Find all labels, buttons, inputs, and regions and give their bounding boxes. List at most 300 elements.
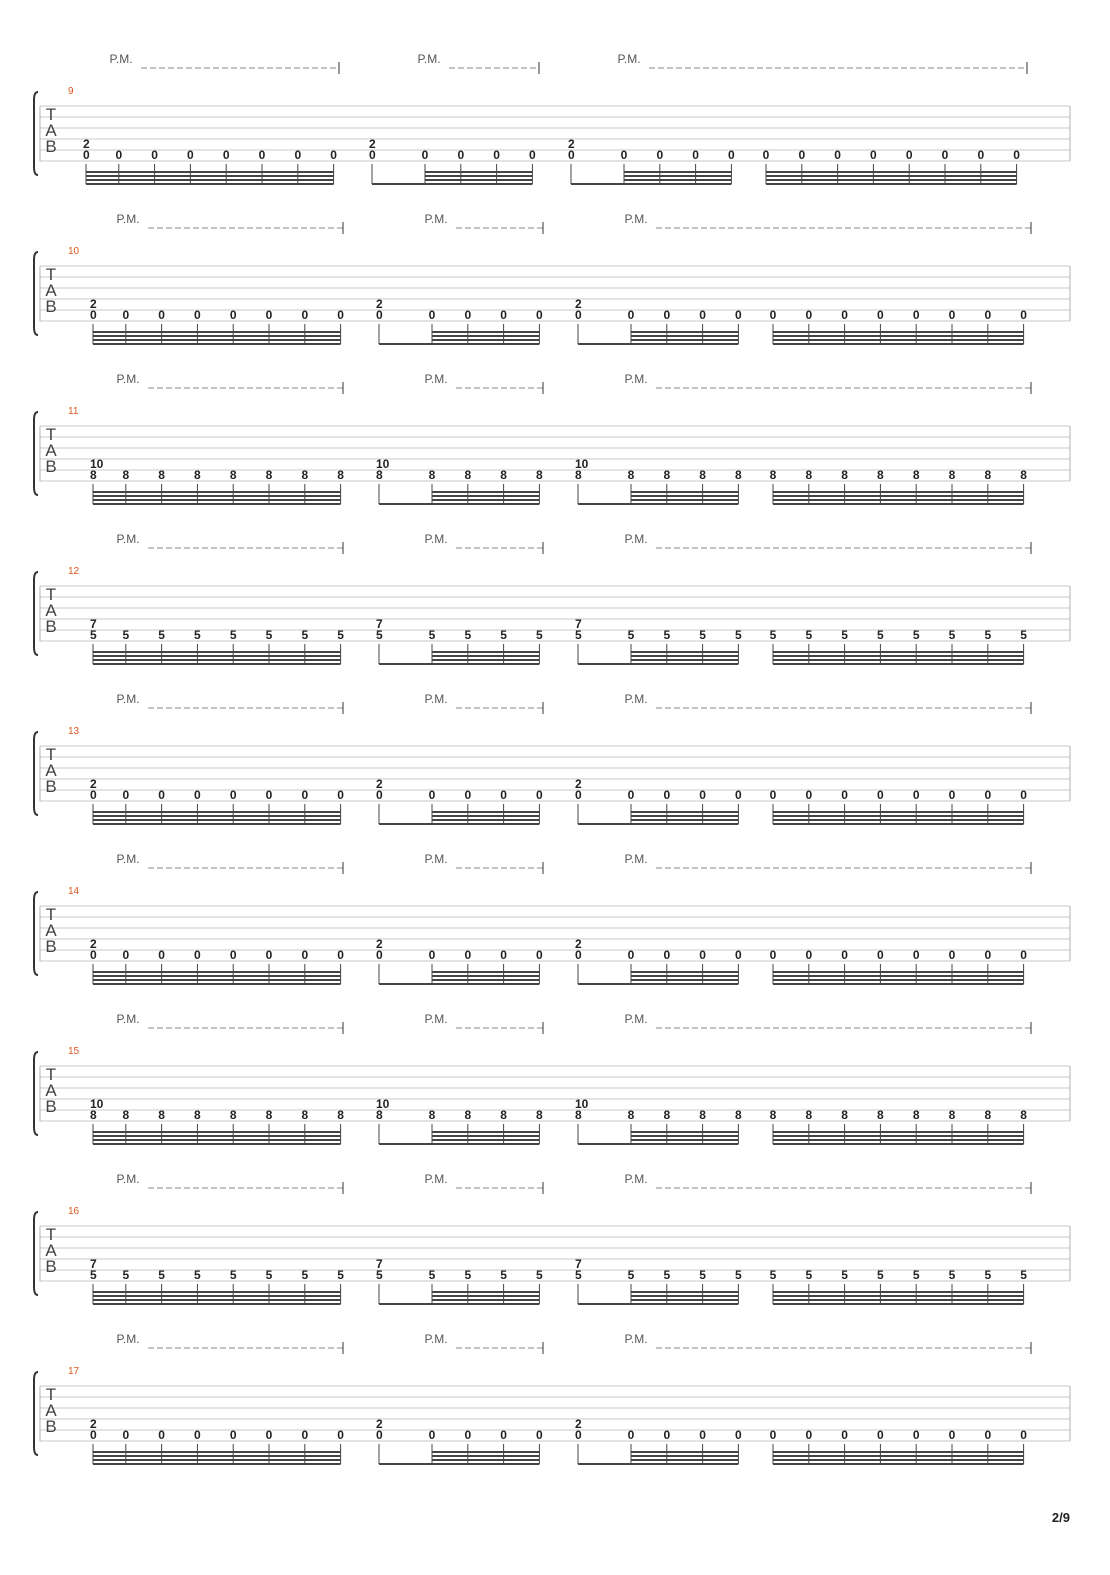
fret-number: 8 [428, 468, 436, 482]
system-bracket [34, 892, 38, 975]
fret-number: 8 [769, 468, 777, 482]
fret-number: 0 [229, 308, 237, 322]
tab-clef-letter: T [45, 1385, 57, 1404]
fret-number: 5 [536, 628, 543, 642]
fret-number: 0 [841, 948, 848, 962]
tab-clef-letter: A [45, 1241, 57, 1260]
fret-number: 0 [301, 788, 309, 802]
fret-number: 0 [798, 148, 806, 162]
fret-number: 8 [735, 468, 742, 482]
fret-number: 0 [122, 788, 130, 802]
fret-number-low: 0 [90, 788, 97, 802]
fret-number: 8 [627, 1108, 635, 1122]
fret-number: 0 [151, 148, 158, 162]
fret-number-low: 0 [575, 788, 582, 802]
fret-number: 8 [122, 1108, 130, 1122]
fret-number: 5 [699, 1268, 706, 1282]
tab-system [34, 52, 1070, 184]
fret-number-low: 8 [90, 1108, 97, 1122]
fret-number: 8 [1020, 1108, 1027, 1122]
fret-number: 0 [769, 308, 777, 322]
fret-number: 0 [187, 148, 194, 162]
fret-number: 5 [464, 1268, 472, 1282]
fret-number-high: 2 [90, 1417, 97, 1431]
fret-number: 8 [265, 468, 273, 482]
page-number: 2/9 [1051, 1510, 1070, 1525]
fret-number: 0 [428, 788, 436, 802]
fret-number: 0 [301, 308, 309, 322]
fret-number-low: 8 [376, 1108, 383, 1122]
fret-number: 0 [805, 1428, 813, 1442]
fret-number: 0 [194, 948, 201, 962]
fret-number: 0 [769, 948, 777, 962]
system-bracket [34, 732, 38, 815]
measure-number: 9 [68, 86, 74, 97]
fret-number: 8 [912, 1108, 920, 1122]
fret-number: 0 [122, 308, 130, 322]
fret-number: 0 [769, 1428, 777, 1442]
fret-number: 8 [337, 468, 344, 482]
fret-number: 5 [1020, 628, 1027, 642]
palm-mute-label: P.M. [624, 1332, 648, 1346]
measure-number: 11 [68, 406, 79, 417]
fret-number: 8 [699, 468, 706, 482]
fret-number-low: 5 [575, 628, 582, 642]
fret-number: 0 [158, 308, 165, 322]
fret-number: 0 [877, 788, 884, 802]
fret-number: 0 [1020, 948, 1027, 962]
fret-number: 0 [699, 788, 706, 802]
fret-number: 0 [500, 1428, 507, 1442]
fret-number: 0 [1020, 1428, 1027, 1442]
fret-number: 8 [194, 468, 201, 482]
fret-number: 5 [735, 628, 742, 642]
palm-mute-label: P.M. [424, 692, 448, 706]
fret-number: 0 [948, 308, 956, 322]
fret-number: 0 [912, 308, 920, 322]
fret-number: 0 [229, 948, 237, 962]
tab-clef-letter: B [45, 1097, 57, 1116]
fret-number: 5 [841, 628, 848, 642]
fret-number: 0 [265, 948, 273, 962]
fret-number: 5 [735, 1268, 742, 1282]
fret-number-high: 10 [90, 1097, 104, 1111]
fret-number-low: 5 [90, 1268, 97, 1282]
measure-number: 14 [68, 886, 80, 897]
fret-number-high: 7 [376, 1257, 383, 1271]
palm-mute-label: P.M. [116, 1332, 140, 1346]
fret-number: 0 [536, 948, 543, 962]
fret-number-low: 0 [575, 308, 582, 322]
fret-number: 0 [337, 788, 344, 802]
fret-number-low: 5 [575, 1268, 582, 1282]
palm-mute-label: P.M. [424, 1012, 448, 1026]
palm-mute-label: P.M. [109, 52, 133, 66]
fret-number-high: 10 [575, 457, 589, 471]
fret-number: 8 [158, 468, 165, 482]
fret-number: 8 [663, 1108, 671, 1122]
fret-number-high: 7 [376, 617, 383, 631]
tab-clef-letter: T [45, 105, 57, 124]
palm-mute-label: P.M. [424, 372, 448, 386]
fret-number: 0 [500, 948, 507, 962]
fret-number: 0 [841, 788, 848, 802]
fret-number: 0 [122, 1428, 130, 1442]
fret-number: 0 [977, 148, 985, 162]
tab-clef-letter: B [45, 1257, 57, 1276]
tab-clef-letter: B [45, 1417, 57, 1436]
measure-number: 13 [68, 726, 80, 737]
fret-number-high: 2 [90, 777, 97, 791]
fret-number-high: 7 [575, 1257, 582, 1271]
fret-number: 8 [122, 468, 130, 482]
palm-mute-label: P.M. [624, 852, 648, 866]
palm-mute-label: P.M. [116, 1172, 140, 1186]
fret-number: 5 [428, 1268, 436, 1282]
fret-number: 5 [627, 1268, 635, 1282]
measure-number: 17 [68, 1366, 80, 1377]
fret-number-low: 0 [376, 948, 383, 962]
fret-number: 5 [984, 1268, 992, 1282]
fret-number: 0 [948, 948, 956, 962]
fret-number: 8 [229, 468, 237, 482]
fret-number-high: 2 [575, 777, 582, 791]
fret-number: 0 [536, 1428, 543, 1442]
fret-number: 8 [536, 1108, 543, 1122]
tab-clef-letter: A [45, 761, 57, 780]
tab-clef-letter: A [45, 281, 57, 300]
fret-number: 8 [1020, 468, 1027, 482]
fret-number: 0 [265, 308, 273, 322]
fret-number: 5 [194, 1268, 201, 1282]
fret-number: 0 [699, 948, 706, 962]
fret-number-low: 0 [90, 308, 97, 322]
fret-number: 8 [627, 468, 635, 482]
fret-number-low: 8 [575, 468, 582, 482]
tab-clef-letter: T [45, 425, 57, 444]
fret-number: 5 [1020, 1268, 1027, 1282]
fret-number: 8 [194, 1108, 201, 1122]
fret-number: 0 [663, 1428, 671, 1442]
fret-number: 0 [229, 1428, 237, 1442]
fret-number: 5 [699, 628, 706, 642]
fret-number: 8 [984, 468, 992, 482]
tab-clef-letter: A [45, 441, 57, 460]
fret-number: 0 [294, 148, 302, 162]
fret-number: 0 [337, 308, 344, 322]
fret-number: 0 [330, 148, 337, 162]
fret-number: 0 [1020, 788, 1027, 802]
fret-number: 0 [912, 788, 920, 802]
palm-mute-label: P.M. [624, 692, 648, 706]
fret-number: 0 [692, 148, 699, 162]
fret-number: 0 [948, 788, 956, 802]
fret-number: 8 [841, 1108, 848, 1122]
tab-system [34, 212, 1070, 344]
fret-number: 0 [158, 788, 165, 802]
palm-mute-label: P.M. [116, 1012, 140, 1026]
system-bracket [34, 412, 38, 495]
fret-number: 0 [984, 1428, 992, 1442]
fret-number: 5 [841, 1268, 848, 1282]
fret-number: 0 [699, 1428, 706, 1442]
fret-number: 8 [769, 1108, 777, 1122]
fret-number: 5 [663, 628, 671, 642]
fret-number: 0 [428, 948, 436, 962]
fret-number: 5 [428, 628, 436, 642]
palm-mute-label: P.M. [424, 532, 448, 546]
measure-number: 12 [68, 566, 80, 577]
fret-number: 5 [229, 1268, 237, 1282]
palm-mute-label: P.M. [424, 212, 448, 226]
palm-mute-label: P.M. [116, 212, 140, 226]
fret-number-low: 0 [575, 948, 582, 962]
fret-number: 0 [464, 1428, 472, 1442]
fret-number: 0 [735, 788, 742, 802]
fret-number: 0 [728, 148, 735, 162]
fret-number: 0 [841, 1428, 848, 1442]
fret-number-low: 5 [90, 628, 97, 642]
fret-number: 5 [500, 1268, 507, 1282]
fret-number: 0 [984, 308, 992, 322]
fret-number: 0 [762, 148, 770, 162]
palm-mute-label: P.M. [624, 532, 648, 546]
fret-number: 5 [769, 1268, 777, 1282]
fret-number: 0 [194, 308, 201, 322]
fret-number: 0 [500, 308, 507, 322]
fret-number: 8 [301, 468, 309, 482]
tab-clef-letter: B [45, 617, 57, 636]
fret-number: 5 [912, 1268, 920, 1282]
fret-number: 8 [699, 1108, 706, 1122]
fret-number-low: 0 [83, 148, 90, 162]
fret-number: 5 [158, 628, 165, 642]
fret-number-high: 2 [575, 1417, 582, 1431]
fret-number: 5 [301, 1268, 309, 1282]
fret-number: 8 [841, 468, 848, 482]
fret-number: 0 [769, 788, 777, 802]
tab-clef-letter: T [45, 745, 57, 764]
fret-number: 5 [265, 1268, 273, 1282]
palm-mute-label: P.M. [624, 372, 648, 386]
palm-mute-label: P.M. [624, 212, 648, 226]
fret-number: 8 [663, 468, 671, 482]
fret-number: 8 [464, 468, 472, 482]
fret-number: 0 [229, 788, 237, 802]
tab-system [34, 1332, 1070, 1464]
fret-number-high: 10 [376, 1097, 390, 1111]
fret-number: 0 [1013, 148, 1020, 162]
fret-number: 5 [912, 628, 920, 642]
system-bracket [34, 252, 38, 335]
fret-number-low: 0 [575, 1428, 582, 1442]
palm-mute-label: P.M. [116, 852, 140, 866]
tab-clef-letter: A [45, 1081, 57, 1100]
fret-number: 0 [627, 308, 635, 322]
measure-number: 15 [68, 1046, 80, 1057]
tab-system [34, 532, 1070, 664]
tab-system [34, 852, 1070, 984]
tab-clef-letter: T [45, 1065, 57, 1084]
fret-number: 0 [877, 948, 884, 962]
fret-number: 5 [948, 628, 956, 642]
fret-number: 0 [337, 1428, 344, 1442]
fret-number: 0 [735, 948, 742, 962]
palm-mute-label: P.M. [624, 1172, 648, 1186]
palm-mute-label: P.M. [424, 1172, 448, 1186]
system-bracket [34, 1052, 38, 1135]
tab-system [34, 1012, 1070, 1144]
palm-mute-label: P.M. [424, 1332, 448, 1346]
tab-clef-letter: A [45, 921, 57, 940]
fret-number-high: 2 [90, 297, 97, 311]
fret-number-low: 0 [376, 308, 383, 322]
fret-number: 0 [805, 308, 813, 322]
tab-clef-letter: B [45, 137, 57, 156]
fret-number: 0 [663, 788, 671, 802]
fret-number-high: 10 [575, 1097, 589, 1111]
palm-mute-label: P.M. [417, 52, 441, 66]
fret-number: 0 [870, 148, 877, 162]
fret-number: 0 [877, 1428, 884, 1442]
palm-mute-label: P.M. [116, 692, 140, 706]
fret-number-high: 10 [376, 457, 390, 471]
tab-clef-letter: A [45, 1401, 57, 1420]
fret-number: 0 [421, 148, 429, 162]
system-bracket [34, 92, 38, 175]
tab-system [34, 372, 1070, 504]
fret-number: 0 [912, 948, 920, 962]
fret-number: 0 [984, 788, 992, 802]
fret-number: 8 [158, 1108, 165, 1122]
fret-number-low: 0 [90, 1428, 97, 1442]
fret-number: 0 [122, 948, 130, 962]
system-bracket [34, 1372, 38, 1455]
fret-number-low: 5 [376, 1268, 383, 1282]
fret-number: 5 [122, 628, 130, 642]
fret-number-high: 7 [575, 617, 582, 631]
fret-number-high: 2 [568, 137, 575, 151]
fret-number: 8 [428, 1108, 436, 1122]
fret-number: 5 [769, 628, 777, 642]
fret-number-high: 2 [83, 137, 90, 151]
tab-clef-letter: A [45, 121, 57, 140]
fret-number: 5 [627, 628, 635, 642]
palm-mute-label: P.M. [617, 52, 641, 66]
fret-number-high: 2 [575, 297, 582, 311]
fret-number: 5 [877, 1268, 884, 1282]
fret-number: 8 [500, 1108, 507, 1122]
fret-number: 0 [984, 948, 992, 962]
fret-number: 0 [663, 308, 671, 322]
palm-mute-label: P.M. [424, 852, 448, 866]
fret-number-high: 2 [376, 297, 383, 311]
tab-clef-letter: B [45, 937, 57, 956]
fret-number-high: 10 [90, 457, 104, 471]
fret-number: 5 [337, 628, 344, 642]
fret-number-high: 7 [90, 617, 97, 631]
fret-number: 0 [834, 148, 841, 162]
fret-number: 5 [301, 628, 309, 642]
fret-number-high: 2 [575, 937, 582, 951]
fret-number: 0 [115, 148, 123, 162]
fret-number-high: 2 [369, 137, 376, 151]
fret-number-low: 0 [376, 1428, 383, 1442]
fret-number: 8 [948, 468, 956, 482]
fret-number: 0 [428, 1428, 436, 1442]
fret-number: 0 [222, 148, 230, 162]
fret-number-low: 0 [369, 148, 376, 162]
fret-number: 8 [464, 1108, 472, 1122]
fret-number-low: 8 [376, 468, 383, 482]
fret-number: 0 [805, 948, 813, 962]
fret-number-low: 0 [376, 788, 383, 802]
fret-number: 5 [877, 628, 884, 642]
fret-number: 8 [337, 1108, 344, 1122]
fret-number: 5 [337, 1268, 344, 1282]
fret-number: 0 [841, 308, 848, 322]
tab-clef-letter: B [45, 457, 57, 476]
fret-number: 0 [464, 948, 472, 962]
fret-number: 0 [735, 1428, 742, 1442]
tab-clef-letter: A [45, 601, 57, 620]
fret-number: 0 [627, 1428, 635, 1442]
fret-number: 0 [464, 308, 472, 322]
fret-number: 0 [627, 788, 635, 802]
fret-number: 0 [948, 1428, 956, 1442]
tab-clef-letter: B [45, 297, 57, 316]
measure-number: 10 [68, 246, 80, 257]
fret-number: 0 [877, 308, 884, 322]
fret-number-low: 8 [575, 1108, 582, 1122]
fret-number-low: 5 [376, 628, 383, 642]
fret-number: 5 [500, 628, 507, 642]
fret-number: 0 [194, 788, 201, 802]
fret-number: 5 [464, 628, 472, 642]
fret-number: 8 [805, 468, 813, 482]
system-bracket [34, 1212, 38, 1295]
fret-number: 0 [699, 308, 706, 322]
tab-clef-letter: T [45, 905, 57, 924]
fret-number: 0 [158, 948, 165, 962]
fret-number: 8 [948, 1108, 956, 1122]
fret-number: 5 [265, 628, 273, 642]
fret-number-high: 7 [90, 1257, 97, 1271]
tab-system [34, 1172, 1070, 1304]
fret-number: 5 [984, 628, 992, 642]
fret-number: 8 [229, 1108, 237, 1122]
fret-number: 0 [912, 1428, 920, 1442]
system-bracket [34, 572, 38, 655]
fret-number-low: 0 [568, 148, 575, 162]
fret-number: 8 [877, 468, 884, 482]
fret-number: 8 [265, 1108, 273, 1122]
fret-number: 0 [301, 1428, 309, 1442]
fret-number-high: 2 [376, 1417, 383, 1431]
fret-number: 0 [805, 788, 813, 802]
palm-mute-label: P.M. [624, 1012, 648, 1026]
fret-number: 0 [905, 148, 913, 162]
tab-clef-letter: T [45, 265, 57, 284]
fret-number: 8 [805, 1108, 813, 1122]
fret-number: 0 [529, 148, 536, 162]
fret-number: 5 [805, 628, 813, 642]
fret-number: 0 [158, 1428, 165, 1442]
fret-number: 5 [805, 1268, 813, 1282]
fret-number: 0 [941, 148, 949, 162]
fret-number: 0 [536, 308, 543, 322]
fret-number: 0 [337, 948, 344, 962]
